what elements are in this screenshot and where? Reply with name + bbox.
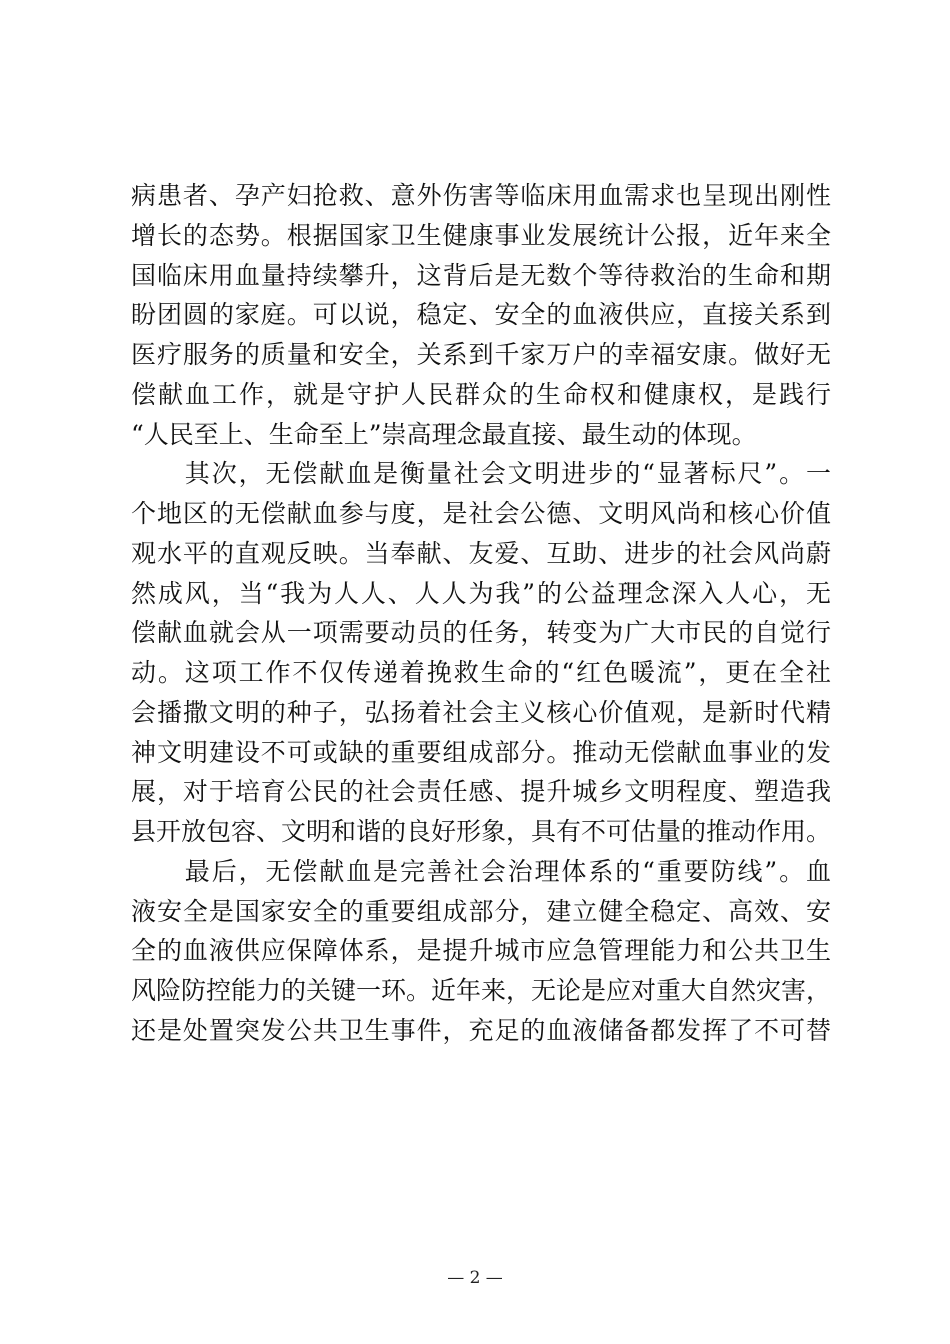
text-line: 观水平的直观反映。当奉献、友爱、互助、进步的社会风尚蔚	[131, 538, 831, 568]
text-line: 其次，无偿献血是衡量社会文明进步的“显著标尺”。一	[131, 459, 831, 489]
text-line: 医疗服务的质量和安全，关系到千家万户的幸福安康。做好无	[131, 340, 831, 369]
text-line: 增长的态势。根据国家卫生健康事业发展统计公报，近年来全	[131, 220, 831, 250]
text-line: 神文明建设不可或缺的重要组成部分。推动无偿献血事业的发	[131, 737, 831, 767]
text-line: 会播撒文明的种子，弘扬着社会主义核心价值观，是新时代精	[131, 697, 831, 727]
text-line: 县开放包容、文明和谐的良好形象，具有不可估量的推动作用。	[131, 817, 832, 846]
text-line: 最后，无偿献血是完善社会治理体系的“重要防线”。血	[131, 856, 831, 886]
text-line: 国临床用血量持续攀升，这背后是无数个等待救治的生命和期	[131, 260, 831, 290]
text-line: 动。这项工作不仅传递着挽救生命的“红色暖流”，更在全社	[131, 658, 831, 687]
text-line: 全的血液供应保障体系，是提升城市应急管理能力和公共卫生	[131, 936, 831, 966]
text-line: 液安全是国家安全的重要组成部分，建立健全稳定、高效、安	[131, 896, 831, 926]
body-text	[131, 176, 831, 1051]
text-line: 风险防控能力的关键一环。近年来，无论是应对重大自然灾害，	[131, 976, 832, 1005]
text-line: 盼团圆的家庭。可以说，稳定、安全的血液供应，直接关系到	[131, 300, 831, 330]
text-line: 偿献血就会从一项需要动员的任务，转变为广大市民的自觉行	[131, 618, 831, 648]
text-line: 然成风，当“我为人人、人人为我”的公益理念深入人心，无	[131, 578, 831, 608]
text-line: “人民至上、生命至上”崇高理念最直接、最生动的体现。	[131, 419, 757, 449]
text-line: 展，对于培育公民的社会责任感、提升城乡文明程度、塑造我	[131, 777, 831, 807]
text-line: 偿献血工作，就是守护人民群众的生命权和健康权，是践行	[131, 379, 831, 409]
text-line: 病患者、孕产妇抢救、意外伤害等临床用血需求也呈现出刚性	[131, 181, 831, 210]
text-line: 个地区的无偿献血参与度，是社会公德、文明风尚和核心价值	[131, 499, 831, 528]
text-line: 还是处置突发公共卫生事件，充足的血液储备都发挥了不可替	[131, 1015, 831, 1045]
page-number: — 2 —	[447, 1268, 503, 1288]
